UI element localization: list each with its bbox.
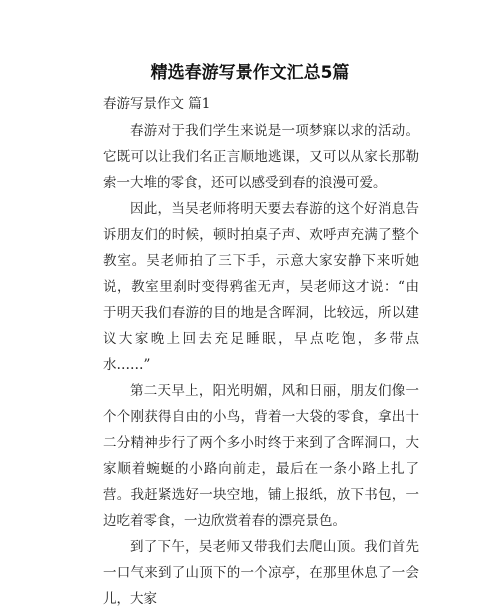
document-title: 精选春游写景作文汇总5篇: [150, 63, 350, 83]
paragraph: 到了下午，吴老师又带我们去爬山顶。我们首先一口气来到了山顶下的一个凉亭，在那里休息了一会儿，大家: [103, 539, 419, 607]
document-body: [103, 118, 419, 612]
paragraph: 第二天早上，阳光明媚，风和日丽，朋友们像一个个刚获得自由的小鸟，背着一大袋的零食，拿出十二分精神步行了两个多小时终于来到了含晖洞口，大家顺着蜿蜒的小路向前走，最后在一条小路上扎了营。我赶紧选好一块空地，铺上报纸，放下书包，一边吃着零食，一边欣赏着春的漂亮景色。: [103, 383, 419, 529]
paragraph: 因此，当吴老师将明天要去春游的这个好消息告诉朋友们的时候，顿时拍桌子声、欢呼声充满了整个教室。吴老师拍了三下手，示意大家安静下来听她说，教室里刹时变得鸦雀无声，吴老师这才说：“由于明天我们春游的目的地是含晖洞，比较远，所以建议大家晚上回去充足睡眠，早点吃饱，多带点水……”: [103, 201, 419, 373]
paragraph: 春游对于我们学生来说是一项梦寐以求的活动。它既可以让我们名正言顺地逃课，又可以从家长那勒索一大堆的零食，还可以感受到春的浪漫可爱。: [103, 123, 419, 191]
section-heading: 春游写景作文 篇1: [103, 96, 211, 112]
